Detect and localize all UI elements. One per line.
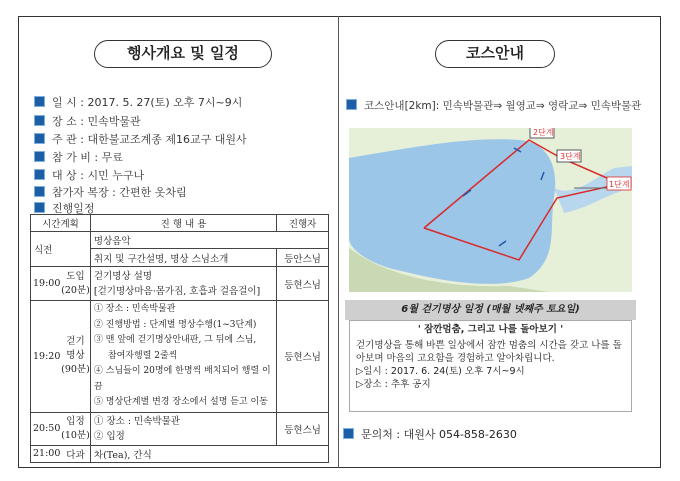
header-host: 진행자 [277, 215, 329, 232]
cell-content: 취지 및 구간설명, 명상 스님소개 [90, 249, 276, 267]
info-dress: 참가자 복장 : 간편한 옷차림 [34, 184, 187, 200]
info-place: 장 소 : 민속박물관 [34, 113, 141, 129]
info-fee: 참 가 비 : 무료 [34, 149, 123, 165]
contact-info: 문의처 : 대원사 054-858-2630 [343, 426, 517, 442]
header-content: 진 행 내 용 [90, 215, 276, 232]
notice-subtitle: ' 잠깐멈춤, 그리고 나를 돌아보기 ' [417, 324, 564, 335]
table-row [31, 232, 329, 249]
table-row [31, 445, 329, 462]
square-bullet-icon [34, 133, 45, 144]
square-bullet-icon [34, 169, 45, 180]
cell-host: 등현스님 [277, 412, 329, 445]
cell-host: 등안스님 [277, 249, 329, 267]
info-host: 주 관 : 대한불교조계종 제16교구 대원사 [34, 131, 247, 147]
course-map-image [349, 128, 632, 292]
schedule-table [30, 214, 329, 463]
info-target: 대 상 : 시민 누구나 [34, 167, 144, 183]
header-time: 시간계획 [31, 215, 91, 232]
square-bullet-icon [34, 186, 45, 197]
notice-body [349, 320, 632, 412]
cell-time: 식전 [31, 232, 91, 267]
cell-time: 19:20 걷기 명상 (90분) [31, 301, 91, 413]
square-bullet-icon [34, 115, 45, 126]
info-date: 일 시 : 2017. 5. 27(토) 오후 7시~9시 [34, 94, 242, 110]
cell-content: 명상음악 [90, 232, 328, 249]
cell-host: 등현스님 [277, 267, 329, 301]
notice-heading: 6월 걷기명상 일정 (매월 넷째주 토요일) [345, 300, 636, 320]
event-overview-title: 행사개요 및 일정 [94, 40, 272, 68]
table-row [31, 412, 329, 445]
square-bullet-icon [343, 428, 354, 439]
square-bullet-icon [34, 202, 45, 213]
cell-content: ① 장소 : 민속박물관 ② 진행방법 : 단계별 명상수행(1~3단계) ③ 맨 앞에 걷기명상안내판, 그 뒤에 스님, 참여자행렬 2줄씩 ④ 스님들이 20명에 한명씩 배치되어 행렬 이끔 ⑤ 명상단계별 변경 장소에서 설명 듣고 이동 [90, 301, 276, 413]
cell-content: 차(Tea), 간식 [90, 445, 328, 462]
notice-date: ▷일시 : 2017. 6. 24(토) 오후 7시~9시 [356, 366, 525, 377]
stage1-label: 1단계 [609, 180, 630, 189]
notice-description: 걷기명상을 통해 바쁜 일상에서 잠깐 멈춤의 시간을 갖고 나를 돌아보며 마음의 고요함을 경험하고 알아차립니다. [356, 340, 622, 364]
river-area [349, 139, 555, 284]
cell-time: 19:00 도입 (20분) [31, 267, 91, 301]
cell-host: 등현스님 [277, 301, 329, 413]
column-divider [338, 16, 339, 468]
june-schedule-notice [345, 300, 636, 412]
stage2-label: 2단계 [533, 128, 554, 137]
cell-content: 걷기명상 설명 [걷기명상마음·몸가짐, 호흡과 걸음걸이] [90, 267, 276, 301]
course-description: 코스안내[2km]: 민속박물관⇒ 월영교⇒ 영락교⇒ 민속박물관 [346, 98, 641, 113]
square-bullet-icon [34, 151, 45, 162]
info-schedule: 진행일정 [34, 200, 95, 216]
cell-time: 20:50 입정 (10분) [31, 412, 91, 445]
square-bullet-icon [34, 96, 45, 107]
table-row [31, 267, 329, 301]
cell-content: ① 장소 : 민속박물관 ② 입정 [90, 412, 276, 445]
course-map [349, 128, 632, 292]
table-row [31, 301, 329, 413]
cell-time: 21:00 다과 [31, 445, 91, 462]
table-header-row [31, 215, 329, 232]
square-bullet-icon [346, 99, 357, 110]
course-guide-title: 코스안내 [435, 40, 555, 68]
stage3-label: 3단계 [560, 152, 581, 161]
notice-place: ▷장소 : 추후 공지 [356, 379, 431, 390]
